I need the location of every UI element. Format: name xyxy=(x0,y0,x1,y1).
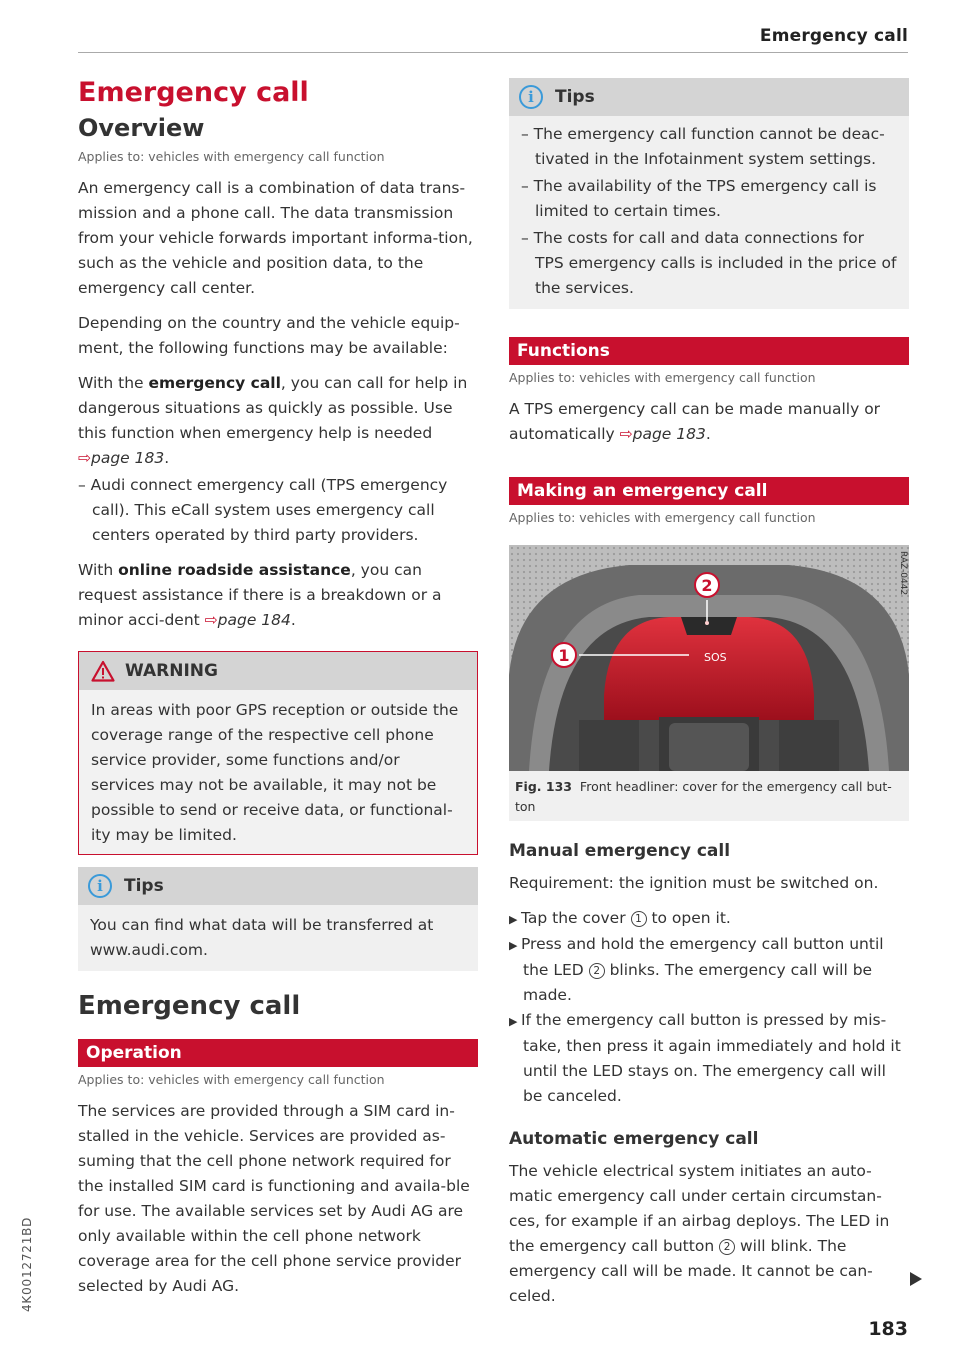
applies-note: Applies to: vehicles with emergency call function xyxy=(78,149,385,164)
operation-paragraph: The services are provided through a SIM card in-stalled in the vehicle. Services are provided as-suming that the cell phone network required for the installed SIM card is functioning and availa-ble for use. The available services set by Audi AG are only available within the cell phone network coverage area for the cell phone service provider selected by Audi AG. xyxy=(78,1102,470,1295)
tips-box-right xyxy=(509,78,909,309)
page-link[interactable]: page 184 xyxy=(217,611,291,629)
step-item: ▶ Press and hold the emergency call button until the LED 2 blinks. The emergency call will be made. xyxy=(509,935,884,1004)
section-bar-functions: Functions xyxy=(509,337,909,365)
applies-note: Applies to: vehicles with emergency call function xyxy=(509,370,816,385)
tips-header xyxy=(509,78,909,116)
applies-note: Applies to: vehicles with emergency call function xyxy=(509,510,816,525)
callout-ref-2: 2 xyxy=(589,963,605,979)
arrow-ref-icon: ⇨ xyxy=(204,611,218,629)
figure-caption: Fig. 133 Front headliner: cover for the emergency call but-ton xyxy=(515,779,892,814)
info-icon: i xyxy=(519,85,543,109)
warning-header xyxy=(79,652,477,690)
page-number: 183 xyxy=(868,1318,908,1340)
left-column xyxy=(78,72,478,1299)
callout-ref-2: 2 xyxy=(719,1239,735,1255)
overview-paragraph-3: With the emergency call, you can call for help in dangerous situations as quickly as possible. Use this function when emergency help is needed ⇨page 183. xyxy=(78,374,468,467)
section-title: Emergency call xyxy=(78,77,309,108)
tips-item: – The emergency call function cannot be deac-tivated in the Infotainment system settings. xyxy=(521,125,885,168)
page-link[interactable]: page 183 xyxy=(91,449,165,467)
info-icon: i xyxy=(88,874,112,898)
overview-paragraph-2: Depending on the country and the vehicle equip-ment, the following functions may be available: xyxy=(78,314,460,357)
overview-paragraph-1: An emergency call is a combination of data trans-mission and a phone call. The data transmission from your vehicle forwards important informa-tion, such as the vehicle and position data, to the emergency call center. xyxy=(78,179,473,297)
tips-box-left xyxy=(78,867,478,971)
callout-ref-1: 1 xyxy=(631,911,647,927)
tips-item: – The costs for call and data connections for TPS emergency calls is included in the price of the services. xyxy=(521,229,897,297)
step-arrow-icon: ▶ xyxy=(509,1015,521,1028)
section-title-emergency-call: Emergency call xyxy=(78,991,301,1021)
document-code: 4K0012721BD xyxy=(20,1216,34,1312)
arrow-ref-icon: ⇨ xyxy=(619,425,633,443)
warning-text: In areas with poor GPS reception or outside the coverage range of the respective cell phone service provider, some functions and/or services may not be available, it may not be possible to send or receive data, or functional-ity may be limited. xyxy=(91,701,459,844)
subheading-manual: Manual emergency call xyxy=(509,841,731,861)
page-link[interactable]: page 183 xyxy=(632,425,706,443)
arrow-ref-icon: ⇨ xyxy=(78,449,91,467)
step-arrow-icon: ▶ xyxy=(509,939,521,952)
headliner-illustration xyxy=(509,545,909,771)
warning-triangle-icon xyxy=(91,660,115,682)
applies-note: Applies to: vehicles with emergency call function xyxy=(78,1072,385,1087)
running-title: Emergency call xyxy=(759,26,908,46)
subheading-automatic: Automatic emergency call xyxy=(509,1129,759,1149)
sos-label: SOS xyxy=(704,651,727,664)
step-arrow-icon: ▶ xyxy=(509,913,521,926)
tips-text: You can find what data will be transferred at www.audi.com. xyxy=(90,916,434,959)
subsection-title-overview: Overview xyxy=(78,114,205,142)
requirement-text: Requirement: the ignition must be switched on. xyxy=(509,874,879,892)
automatic-paragraph: The vehicle electrical system initiates an auto-matic emergency call under certain circumstan-ces, for example if an airbag deploys. The LED in the emergency call button 2 will blink. The emergency call will be made. It cannot be can-celed. xyxy=(509,1162,890,1305)
step-item: ▶ Tap the cover 1 to open it. xyxy=(509,909,731,927)
functions-paragraph: A TPS emergency call can be made manually or automatically ⇨page 183. xyxy=(509,400,881,443)
section-bar-making-call: Making an emergency call xyxy=(509,477,909,505)
figure-emergency-button xyxy=(509,545,909,821)
tips-item: – The availability of the TPS emergency call is limited to certain times. xyxy=(521,177,877,220)
step-item: ▶ If the emergency call button is pressed by mis-take, then press it again immediately and hold it until the LED stays on. The emergency call will be canceled. xyxy=(509,1011,901,1105)
warning-box xyxy=(78,651,478,855)
continue-arrow-icon xyxy=(910,1272,922,1286)
callout-1: 1 xyxy=(558,646,570,665)
right-column xyxy=(509,78,909,1309)
tips-header xyxy=(78,867,478,905)
tips-title: Tips xyxy=(555,87,595,107)
overview-paragraph-4: With online roadside assistance, you can request assistance if there is a breakdown or a minor acci-dent ⇨page 184. xyxy=(78,561,442,629)
list-item-tps: – Audi connect emergency call (TPS emergency call). This eCall system uses emergency call centers operated by third party providers. xyxy=(78,476,448,544)
tips-title: Tips xyxy=(124,876,164,896)
warning-title: WARNING xyxy=(125,661,218,681)
section-bar-operation: Operation xyxy=(78,1039,478,1067)
header-rule xyxy=(78,52,908,53)
callout-2: 2 xyxy=(701,576,713,595)
figure-code: RAZ-0442 xyxy=(898,551,908,596)
